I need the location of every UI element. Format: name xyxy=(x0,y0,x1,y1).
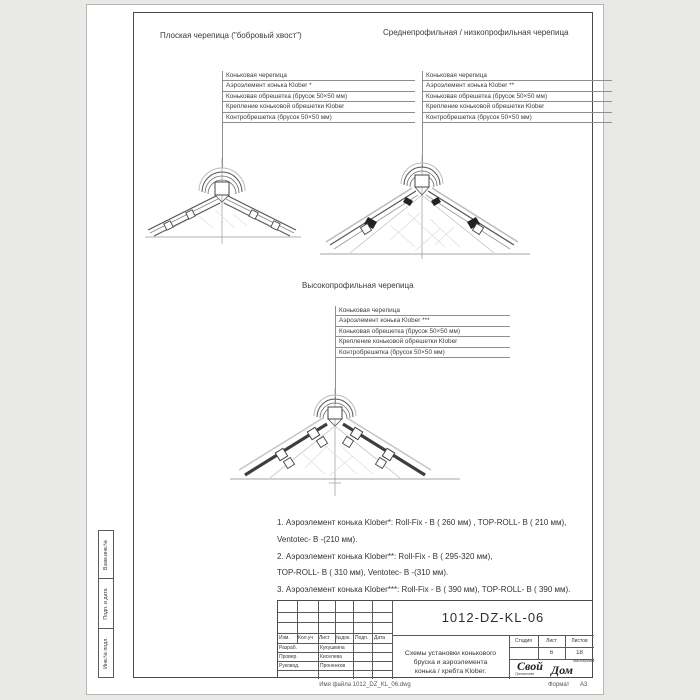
role-label: Провер. xyxy=(279,654,298,660)
col-list: Лист xyxy=(319,635,330,641)
callout-label: Коньковая обрешетка (брусок 50×50 мм) xyxy=(222,92,415,102)
margin-stamp-cells xyxy=(98,530,114,678)
note-line: 2. Аэроэлемент конька Klober**: Roll-Fix - B ( 295-320 мм), xyxy=(277,551,493,561)
margin-label-inv: Инв.№ подл. xyxy=(103,637,109,669)
section-title-high-profile: Высокопрофильная черепица xyxy=(302,281,414,290)
label-stack-mid xyxy=(422,71,612,123)
stage-label: Стадия xyxy=(514,638,533,644)
role-name: Киселева xyxy=(320,654,342,660)
callout-label: Коньковая черепица xyxy=(422,71,612,81)
ridge-diagram-high-profile xyxy=(225,388,465,502)
callout-label: Аэроэлемент конька Klober * xyxy=(222,81,415,91)
margin-label-vzam: Взам.инв.№ xyxy=(103,539,109,570)
sheet-value: 6 xyxy=(549,650,554,656)
document-number: 1012-DZ-KL-06 xyxy=(441,609,545,625)
section-title-flat-tile: Плоская черепица ("бобровый хвост") xyxy=(160,31,302,40)
ridge-diagram-flat-tile xyxy=(135,158,315,250)
callout-label: Аэроэлемент конька Klober *** xyxy=(335,316,510,326)
note-line: TOP-ROLL- B ( 310 мм), Ventotec- B -(310 мм). xyxy=(277,568,449,578)
col-ndok: №док. xyxy=(336,635,351,641)
callout-label: Коньковая обрешетка (брусок 50×50 мм) xyxy=(335,327,510,337)
note-line: 1. Аэроэлемент конька Klober*: Roll-Fix - B ( 260 мм) , TOP-ROLL- B ( 210 мм), xyxy=(277,518,567,527)
col-izm: Изм. xyxy=(279,635,290,641)
ridge-diagram-mid-profile xyxy=(320,155,530,263)
callout-label: Крепление коньковой обрешетки Klober xyxy=(422,102,612,112)
notes-block xyxy=(277,515,607,599)
callout-label: Крепление коньковой обрешетки Klober xyxy=(222,102,415,112)
role-label: Руковод. xyxy=(279,663,300,669)
role-label: Разраб. xyxy=(279,645,298,651)
callout-label: Контробрешетка (брусок 50×50 мм) xyxy=(335,348,510,358)
callout-label: Контробрешетка (брусок 50×50 мм) xyxy=(422,113,612,123)
callout-label: Коньковая черепица xyxy=(222,71,415,81)
col-data: Дата xyxy=(374,635,386,641)
role-name: Кукушкина xyxy=(320,645,345,651)
callout-label: Контробрешетка (брусок 50×50 мм) xyxy=(222,113,415,123)
label-stack-flat xyxy=(222,71,415,123)
title-block xyxy=(277,600,593,678)
section-title-mid-low-profile: Среднепрофильная / низкопрофильная черепица xyxy=(383,28,569,37)
format-label: Формат xyxy=(548,682,570,688)
callout-label: Коньковая обрешетка (брусок 50×50 мм) xyxy=(422,92,612,102)
format-value: А3 xyxy=(580,682,588,688)
company-logo: Свой Дом Проектная Мастерская xyxy=(515,659,595,677)
sheets-label: Листов xyxy=(571,638,588,644)
leader-line-flat xyxy=(222,71,223,168)
col-koluch: Кол.уч xyxy=(298,635,313,641)
sheets-value: 18 xyxy=(576,650,583,656)
role-name: Проненков xyxy=(320,663,346,669)
label-stack-high xyxy=(335,306,510,358)
note-line: 3. Аэроэлемент конька Klober***: Roll-Fix - B ( 390 мм), TOP-ROLL- B ( 390 мм). xyxy=(277,585,571,595)
callout-label: Аэроэлемент конька Klober ** xyxy=(422,81,612,91)
sheet-label: Лист xyxy=(546,638,557,644)
callout-label: Крепление коньковой обрешетки Klober xyxy=(335,337,510,347)
file-name-label: Имя файла 1012_DZ_KL_06.dwg xyxy=(319,682,411,688)
drawing-title: Схемы установки конькового бруска и аэроэлемента конька / хребта Klober. xyxy=(404,650,497,675)
margin-label-podp-data: Подп. и дата xyxy=(103,587,109,620)
col-podp: Подп. xyxy=(355,635,369,641)
callout-label: Коньковая черепица xyxy=(335,306,510,316)
note-line: Ventotec- B -(210 мм). xyxy=(277,534,358,544)
leader-line-mid xyxy=(422,71,423,168)
